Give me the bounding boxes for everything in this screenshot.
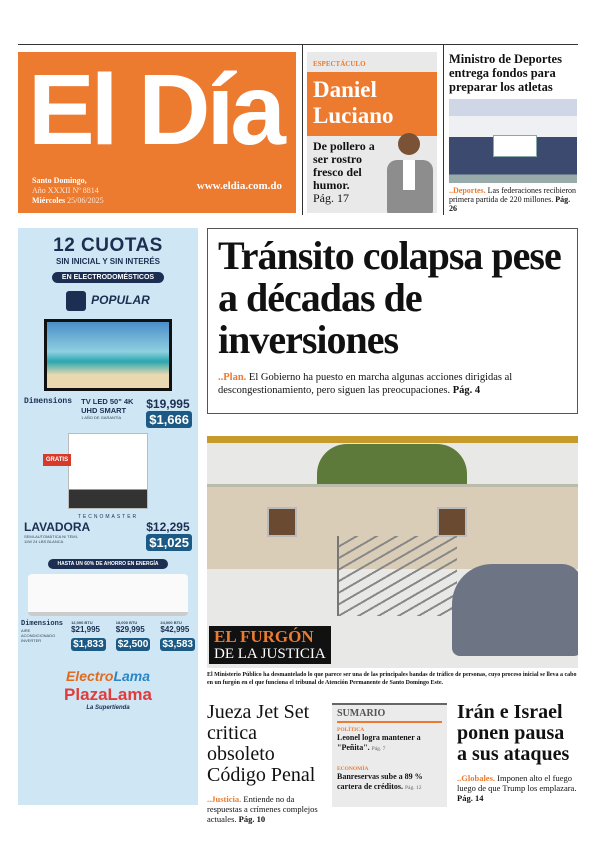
main-headline: Tránsito colapsa pese a décadas de inversiones — [218, 233, 561, 362]
column-divider — [302, 45, 303, 215]
energy-banner: HASTA UN 60% DE AHORRO EN ENERGÍA — [48, 559, 169, 569]
ac-offer: Dimensions AIRE ACONDICIONADO INVERTER 12,000 BTU $21,995 $1,833 18,000 BTU $29,995 $2,500 24,000 BTU $42,995 $3,583 — [21, 620, 193, 650]
deportes-story[interactable] — [449, 52, 579, 213]
photo-caption: El Ministerio Público ha desmantelado lo que parece ser una de las principales bandas de tráfico de personas, cuyo proceso inicial se lleva a cabo en un furgón en el que funciona el tribunal de Atención Permanente de Santo Domingo Este. — [207, 672, 577, 686]
person-photo — [379, 122, 437, 213]
tv-offer: Dimensions TV LED 50" 4K UHD SMART 1 AÑO DE GARANTÍA $19,995 $1,666 — [18, 397, 198, 429]
sumario-box — [332, 703, 447, 807]
iran-story[interactable] — [457, 702, 577, 803]
popular-icon — [66, 291, 86, 311]
story-headline: Irán e Israel ponen pausa a sus ataques — [457, 701, 570, 765]
ac-image — [28, 574, 188, 616]
teaser-name: Daniel Luciano — [307, 72, 437, 136]
story-headline: Jueza Jet Set critica obsoleto Código Penal — [207, 701, 316, 786]
masthead — [18, 52, 296, 213]
sumario-title: SUMARIO — [337, 708, 442, 723]
bank-logo: POPULAR — [18, 291, 198, 311]
plazalama-logo: PlazaLama La Supertienda — [64, 685, 152, 711]
sumario-kicker: ECONOMÍA — [337, 766, 369, 772]
issue-number: Año XXXII Nº 8814 — [32, 186, 99, 195]
weekday: Miércoles — [32, 196, 66, 205]
photo-bar — [207, 436, 578, 443]
main-story[interactable] — [207, 228, 578, 414]
jueza-story[interactable] — [207, 702, 327, 824]
story-photo — [449, 99, 577, 183]
ad-pill: EN ELECTRODOMÉSTICOS — [52, 272, 164, 283]
masthead-logo: El Día — [28, 54, 282, 166]
washer-offer: LAVADORA SEMI-AUTOMÁTICA N/ TEMI-11W 24 LBS BLANCA $12,295 $1,025 — [18, 520, 198, 552]
espectaculo-teaser[interactable] — [307, 52, 437, 213]
sumario-kicker: POLÍTICA — [337, 727, 365, 733]
masthead-meta — [32, 176, 104, 206]
advertisement[interactable] — [18, 228, 198, 805]
car — [452, 564, 578, 656]
tv-image — [44, 319, 172, 391]
website-link[interactable]: www.eldia.com.do — [196, 180, 282, 192]
story-summary: ..Globales. Imponen alto el fuego luego de que Trump los emplazara. Pág. 14 — [457, 773, 577, 803]
date: 25/06/2025 — [67, 196, 104, 205]
top-rule — [18, 44, 578, 45]
washer-image: GRATIS — [68, 433, 148, 509]
sumario-item[interactable]: Banreservas sube a 89 % cartera de créditos. Pág. 12 — [337, 772, 423, 791]
section-kicker: ESPECTÁCULO — [313, 60, 366, 68]
column-divider — [443, 45, 444, 215]
city: Santo Domingo, — [32, 176, 87, 185]
ad-subtitle: SIN INICIAL Y SIN INTERÉS — [55, 257, 161, 266]
main-summary: ..Plan. El Gobierno ha puesto en marcha algunas acciones dirigidas al descongestionamiento, pero siguen las preocupaciones. Pág. 4 — [218, 372, 513, 396]
story-headline: Ministro de Deportes entrega fondos para preparar los atletas — [449, 52, 562, 94]
sumario-item[interactable]: Leonel logra mantener a "Peñita". Pág. 7 — [337, 733, 421, 752]
story-summary: ..Justicia. Entiende no da respuestas a crímenes complejos actuales. Pág. 10 — [207, 794, 318, 824]
teaser-dek: De pollero a ser rostro fresco del humor. Pág. 17 — [313, 140, 387, 205]
photo-tag: EL FURGÓN DE LA JUSTICIA — [209, 626, 331, 664]
ad-title: 12 CUOTAS — [53, 235, 163, 256]
teaser-page: Pág. 17 — [313, 191, 349, 205]
electrolama-logo: ElectroLama — [65, 668, 151, 684]
washer-brand: TECNOMASTER — [77, 514, 139, 520]
story-summary: ..Deportes. Las federaciones recibieron primera partida de 220 millones. Pág. 26 — [449, 186, 577, 213]
furgon-photo[interactable] — [207, 436, 578, 668]
